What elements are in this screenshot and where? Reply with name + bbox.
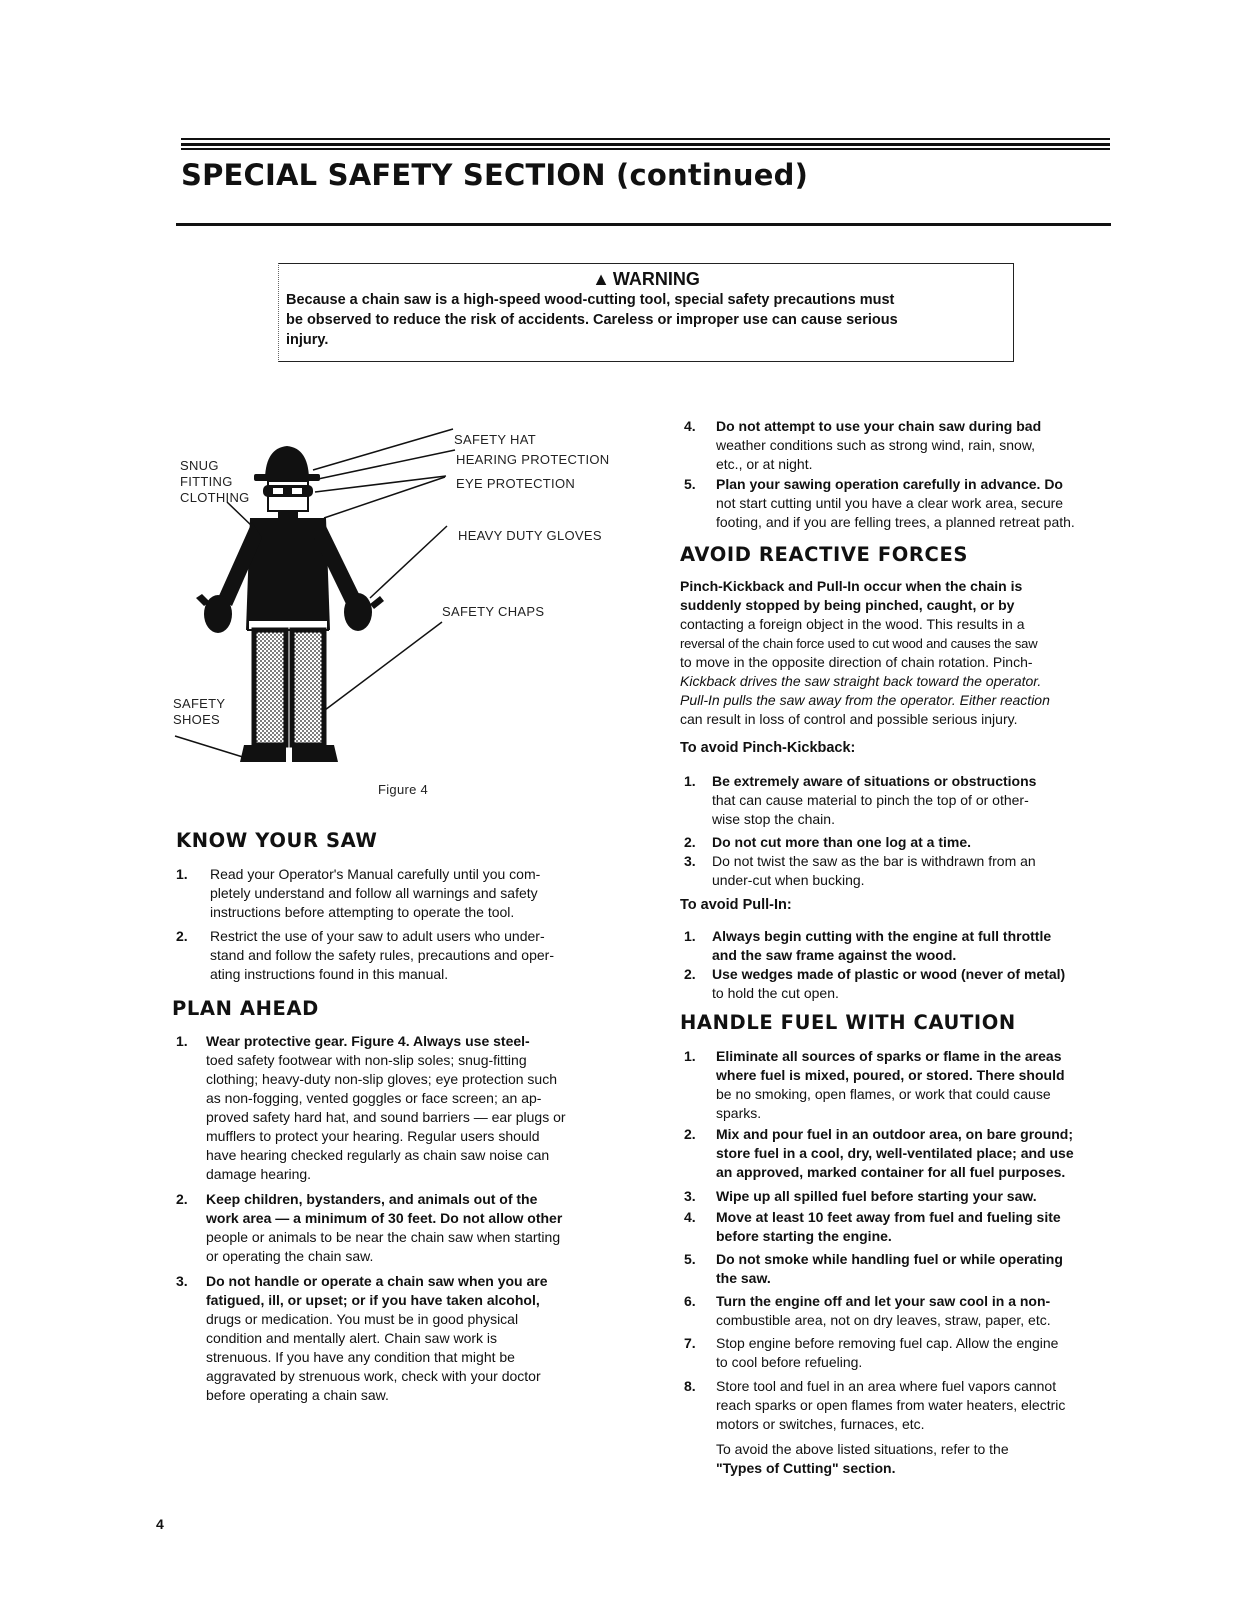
- warning-box: [278, 263, 1014, 362]
- avoid-reactive-forces-heading: AVOID REACTIVE FORCES: [680, 543, 969, 566]
- figure-caption: Figure 4: [378, 782, 429, 797]
- warning-text: [286, 290, 1007, 350]
- page-number: 4: [156, 1516, 164, 1532]
- top-rule-2: [181, 143, 1110, 146]
- safety-shoes-label: SAFETY SHOES: [173, 696, 226, 727]
- snug-fitting-clothing-label: SNUG FITTING CLOTHING: [180, 458, 250, 505]
- avoid-pull-in-subheading: To avoid Pull-In:: [680, 897, 792, 913]
- hearing-protection-label: HEARING PROTECTION: [456, 452, 610, 467]
- know-your-saw-heading: KNOW YOUR SAW: [176, 829, 378, 852]
- top-rule-3: [181, 148, 1110, 150]
- warning-line: injury.: [286, 332, 329, 348]
- title-underline: [176, 223, 1111, 226]
- handle-fuel-heading: HANDLE FUEL WITH CAUTION: [680, 1011, 1016, 1034]
- safety-hat-label: SAFETY HAT: [454, 432, 536, 447]
- top-rule-1: [181, 138, 1110, 140]
- safety-gear-figure: [170, 410, 650, 810]
- fuel-footer-note: To avoid the above listed situations, refer to the "Types of Cutting" section.: [716, 1441, 1009, 1476]
- page-title: SPECIAL SAFETY SECTION (continued): [181, 158, 809, 192]
- plan-ahead-heading: PLAN AHEAD: [172, 997, 319, 1020]
- heavy-duty-gloves-label: HEAVY DUTY GLOVES: [458, 528, 602, 543]
- warning-heading: ▲ WARNING: [592, 269, 700, 289]
- warning-triangle-icon: ▲: [592, 269, 610, 289]
- eye-protection-label: EYE PROTECTION: [456, 476, 576, 491]
- safety-chaps-label: SAFETY CHAPS: [442, 604, 545, 619]
- reactive-forces-intro: Pinch-Kickback and Pull-In occur when the chain is suddenly stopped by being pinched, caught, or by contacting a foreign object in the wood. This results in a reversal of the chain force used to cut wood and causes the saw to move in the opposite direction of chain rotation. Pinch- Kickback drives the saw straight back toward the operator. Pull-In pulls the saw away from the operator. Either reaction can result in loss of control and possible serious injury.: [680, 578, 1050, 727]
- avoid-pinch-kickback-subheading: To avoid Pinch-Kickback:: [680, 740, 856, 756]
- warning-line: Because a chain saw is a high-speed wood-cutting tool, special safety precautions must: [286, 292, 895, 308]
- warning-line: be observed to reduce the risk of accidents. Careless or improper use can cause serious: [286, 312, 898, 328]
